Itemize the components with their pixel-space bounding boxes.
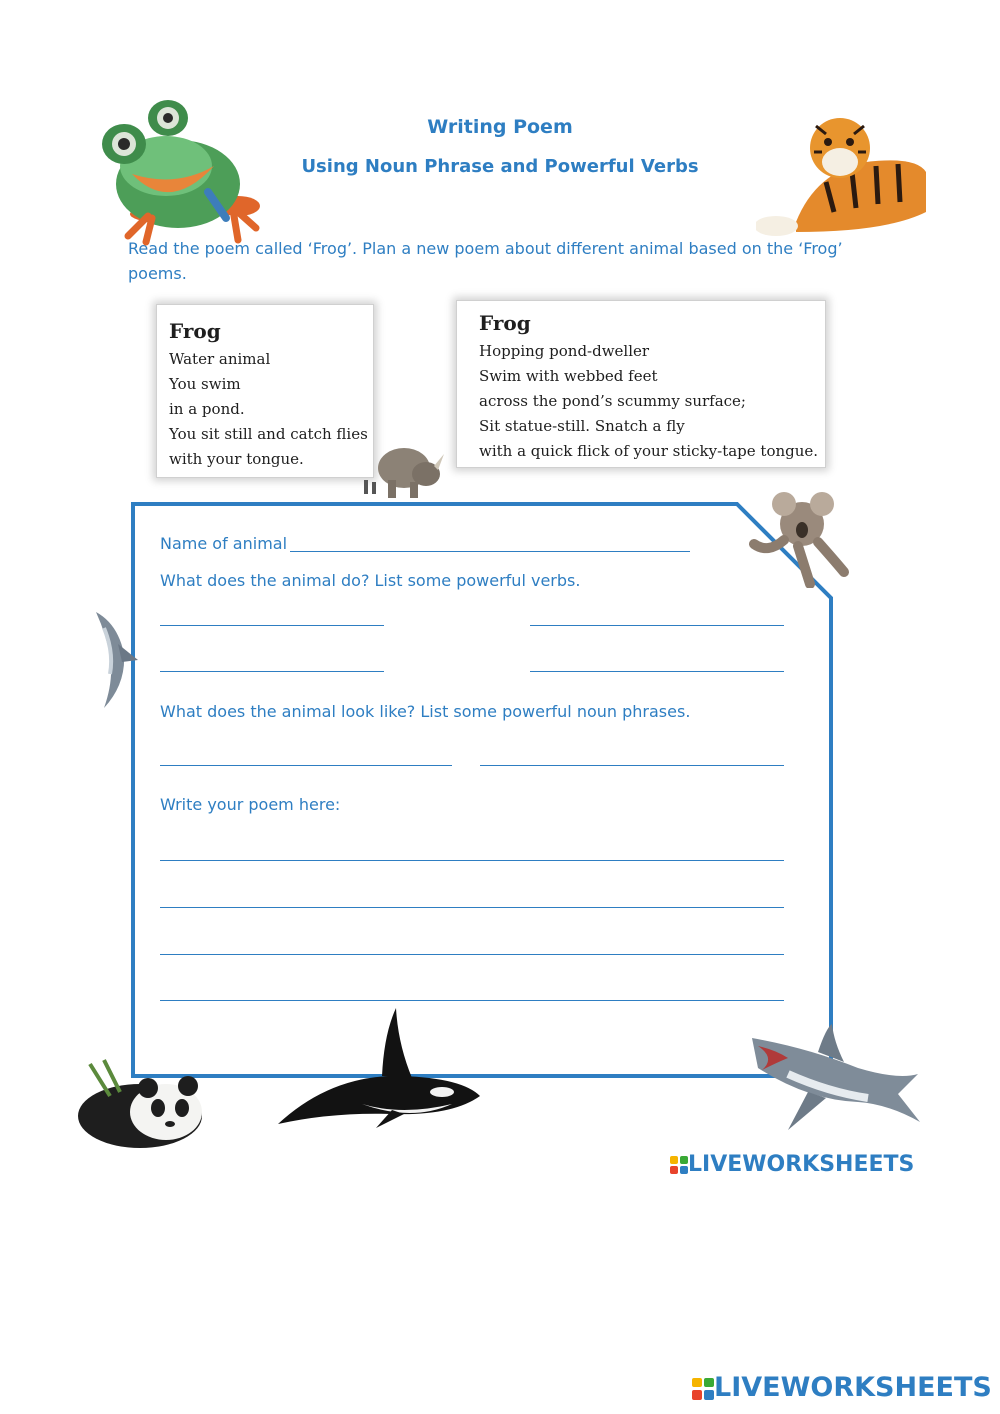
liveworksheets-footer-logo [692,1372,992,1403]
poem-card-descriptive [456,300,826,468]
poem-title: Frog [479,311,531,335]
verb-answer-line[interactable] [530,671,784,672]
poem-answer-line[interactable] [160,860,784,861]
logo-mark-icon [670,1156,688,1174]
liveworksheets-logo [670,1152,914,1177]
poem-card-simple [156,304,374,478]
orca-image [272,1004,484,1130]
poem-answer-line[interactable] [160,1000,784,1001]
poem-line: across the pond’s scummy surface; [479,392,746,410]
instructions-text: Read the poem called ‘Frog’. Plan a new poem about different animal based on the ‘Frog’ poems. [128,239,843,283]
poem-line: Sit statue-still. Snatch a fly [479,417,685,435]
noun-phrases-question: What does the animal look like? List some powerful noun phrases. [160,702,691,721]
dolphin-image [88,604,144,714]
write-poem-label: Write your poem here: [160,795,341,814]
poem-answer-line[interactable] [160,907,784,908]
poem-line: You swim [169,375,241,393]
noun-phrase-answer-line[interactable] [160,765,452,766]
panda-image [70,1056,216,1152]
verb-answer-line[interactable] [160,671,384,672]
poem-line: with a quick flick of your sticky-tape tongue. [479,442,819,460]
poem-answer-line[interactable] [160,954,784,955]
noun-phrase-answer-line[interactable] [480,765,784,766]
logo-mark-icon [692,1378,714,1400]
logo-text: LIVEWORKSHEETS [688,1152,915,1177]
poem-line: Swim with webbed feet [479,367,658,385]
shark-image [748,1018,924,1134]
page-title: Writing Poem [427,116,573,138]
verb-answer-line[interactable] [160,625,384,626]
poem-line: You sit still and catch flies [169,425,368,443]
verb-answer-line[interactable] [530,625,784,626]
rhinoceros-image [360,436,448,502]
poem-line: Hopping pond-dweller [479,342,650,360]
poem-line: with your tongue. [169,450,304,468]
tiger-image [756,112,928,240]
logo-text: LIVEWORKSHEETS [714,1372,992,1403]
poem-title: Frog [169,319,221,343]
koala-image [748,484,852,588]
name-of-animal-line[interactable] [290,551,690,552]
verbs-question: What does the animal do? List some powerful verbs. [160,571,581,590]
poem-line: in a pond. [169,400,245,418]
page-subtitle: Using Noun Phrase and Powerful Verbs [301,156,699,177]
name-of-animal-label: Name of animal [160,534,288,553]
poem-line: Water animal [169,350,271,368]
frog-image [88,96,260,246]
